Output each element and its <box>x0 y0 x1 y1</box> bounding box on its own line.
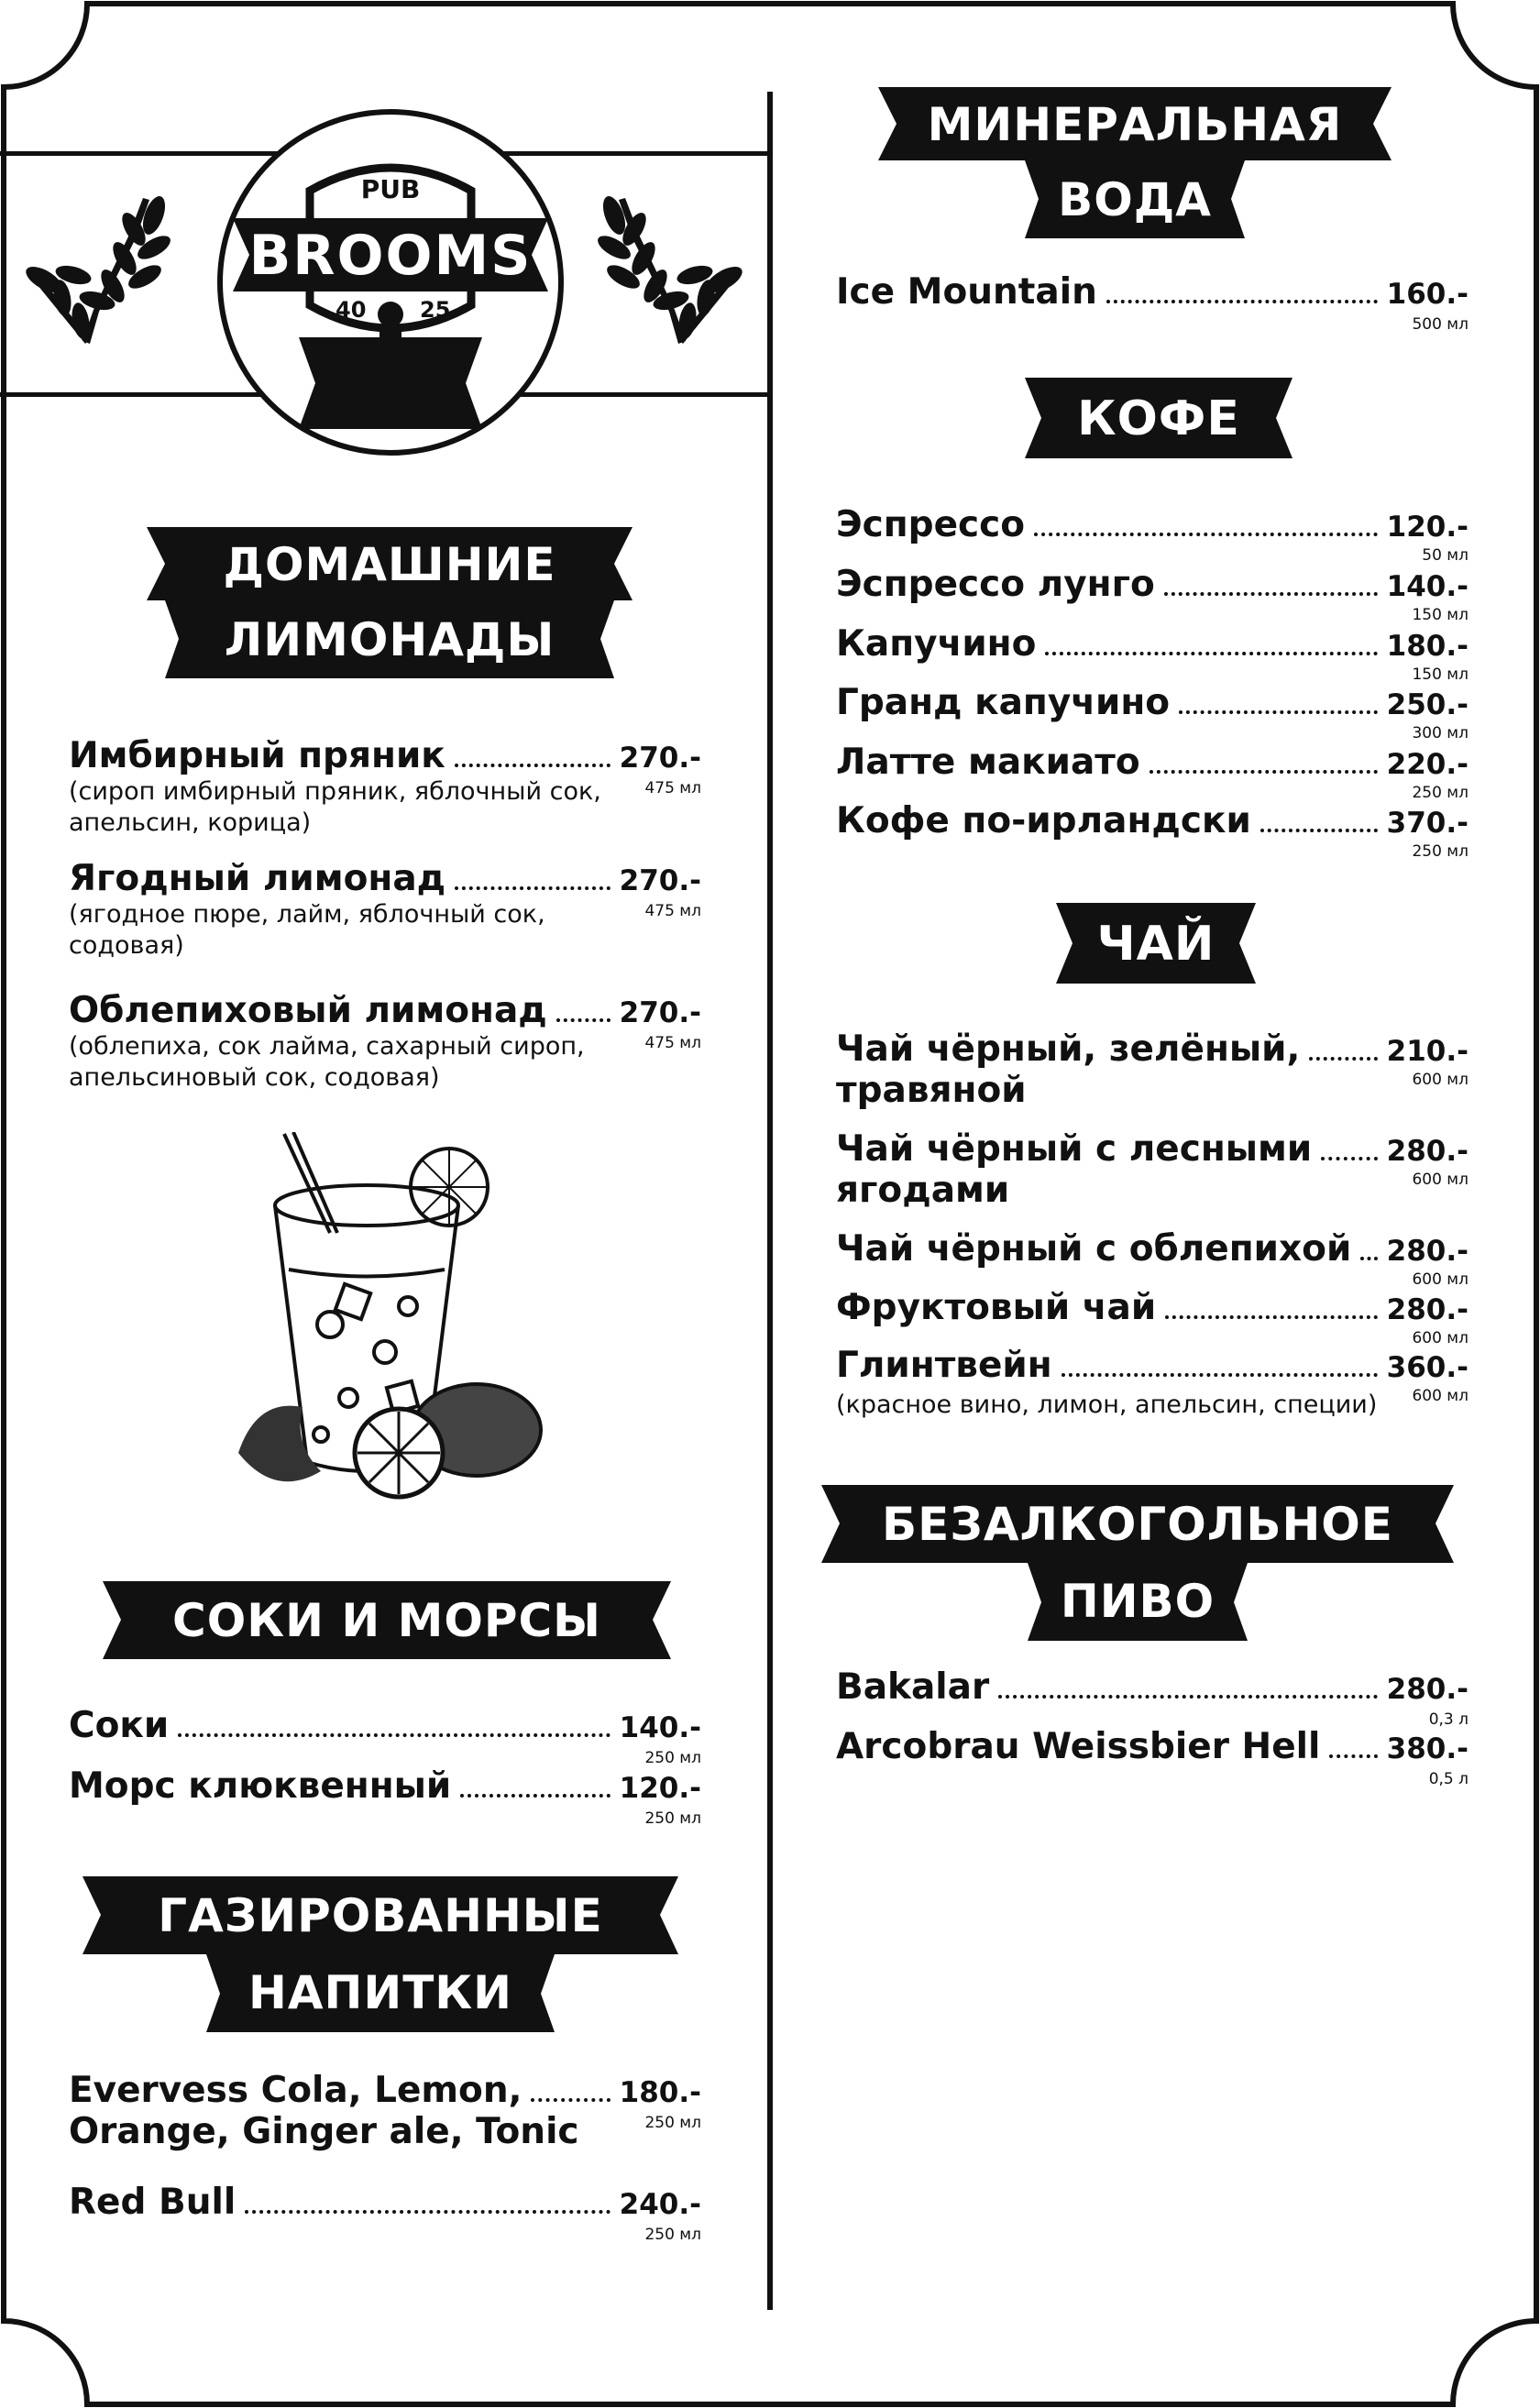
item-volume: 600 мл <box>1412 1071 1468 1089</box>
item-price: 370.- <box>1386 807 1468 840</box>
item-name: Капучино <box>836 623 1037 665</box>
leader-dots <box>1260 829 1378 832</box>
menu-item <box>836 1128 1468 1211</box>
item-volume: 475 мл <box>644 902 701 920</box>
item-volume: 150 мл <box>1412 606 1468 624</box>
item-volume: 250 мл <box>1412 842 1468 861</box>
item-volume: 300 мл <box>1412 724 1468 742</box>
menu-item <box>836 1726 1468 1788</box>
item-volume: 0,3 л <box>1428 1710 1468 1729</box>
menu-item <box>836 1228 1468 1289</box>
menu-item <box>836 1028 1468 1111</box>
leader-dots <box>998 1695 1377 1699</box>
item-name: Морс клюквенный <box>69 1765 452 1807</box>
banner-soda <box>82 1876 678 2032</box>
item-price: 270.- <box>619 742 701 775</box>
item-name: Латте макиато <box>836 742 1140 783</box>
wheat-left-icon <box>26 183 172 367</box>
leader-dots <box>1309 1057 1377 1061</box>
banner-beer-line1: БЕЗАЛКОГОЛЬНОЕ <box>882 1498 1393 1551</box>
banner-water-line1: МИНЕРАЛЬНАЯ <box>927 98 1343 151</box>
item-name: Соки <box>69 1705 170 1746</box>
item-name: Чай чёрный, зелёный, <box>836 1028 1301 1070</box>
menu-item <box>836 1345 1468 1421</box>
item-desc-line2: апельсин, корица) <box>69 808 312 837</box>
menu-item <box>836 564 1468 624</box>
item-name: Arcobrau Weissbier Hell <box>836 1726 1321 1767</box>
item-volume: 250 мл <box>644 1809 701 1828</box>
item-volume: 600 мл <box>1412 1270 1468 1289</box>
item-name: Bakalar <box>836 1666 990 1708</box>
banner-coffee <box>1025 378 1292 458</box>
item-desc-line2: содовая) <box>69 931 184 960</box>
item-name: Чай чёрный с лесными <box>836 1128 1313 1170</box>
leader-dots <box>1165 1315 1377 1319</box>
item-desc-line2: апельсиновый сок, содовая) <box>69 1063 440 1092</box>
menu-item <box>69 858 701 962</box>
item-name: Эспрессо лунго <box>836 564 1155 605</box>
leader-dots <box>455 886 610 890</box>
leader-dots <box>1179 710 1378 714</box>
menu-item <box>69 735 701 839</box>
column-divider <box>767 92 773 2310</box>
item-price: 280.- <box>1386 1673 1468 1706</box>
banner-lemonades-line1: ДОМАШНИЕ <box>223 538 556 591</box>
menu-item <box>836 682 1468 742</box>
leader-dots <box>1150 770 1378 774</box>
item-name: Чай чёрный с облепихой <box>836 1228 1352 1270</box>
item-name: Кофе по-ирландски <box>836 800 1251 841</box>
item-price: 120.- <box>1386 511 1468 544</box>
item-volume: 250 мл <box>644 2114 701 2132</box>
item-desc-line1: (ягодное пюре, лайм, яблочный сок, <box>69 900 545 929</box>
item-price: 120.- <box>619 1772 701 1805</box>
item-volume: 500 мл <box>1412 315 1468 334</box>
menu-item <box>836 623 1468 684</box>
item-volume: 475 мл <box>644 779 701 797</box>
item-price: 180.- <box>1386 630 1468 663</box>
item-name: Ice Mountain <box>836 271 1097 313</box>
banner-beer <box>821 1485 1454 1641</box>
menu-item <box>69 1705 701 1767</box>
item-name: Фруктовый чай <box>836 1287 1157 1328</box>
leader-dots <box>455 764 610 767</box>
item-name: Эспрессо <box>836 504 1026 545</box>
banner-soda-line1: ГАЗИРОВАННЫЕ <box>158 1889 603 1942</box>
item-volume: 600 мл <box>1412 1387 1468 1405</box>
item-volume: 250 мл <box>644 2226 701 2244</box>
leader-dots <box>1360 1257 1377 1260</box>
wheat-right-icon <box>596 183 742 367</box>
item-name: Имбирный пряник <box>69 735 446 776</box>
item-name: Гранд капучино <box>836 682 1171 723</box>
menu-item <box>69 2070 701 2152</box>
banner-beer-line2: ПИВО <box>1060 1575 1216 1628</box>
item-name: Глинтвейн <box>836 1345 1052 1386</box>
item-desc-line1: (облепиха, сок лайма, сахарный сироп, <box>69 1032 585 1061</box>
leader-dots <box>1045 652 1377 655</box>
item-price: 280.- <box>1386 1235 1468 1268</box>
item-volume: 0,5 л <box>1428 1770 1468 1788</box>
menu-item <box>836 742 1468 802</box>
item-name: Evervess Cola, Lemon, <box>69 2070 522 2111</box>
item-volume: 250 мл <box>644 1749 701 1767</box>
leader-dots <box>1106 300 1378 303</box>
menu-item <box>836 800 1468 861</box>
menu-item <box>836 1287 1468 1347</box>
item-volume: 600 мл <box>1412 1171 1468 1189</box>
logo-number-right: 25 <box>420 297 451 323</box>
item-price: 140.- <box>619 1711 701 1744</box>
item-price: 210.- <box>1386 1035 1468 1068</box>
item-volume: 50 мл <box>1422 546 1468 565</box>
logo-pub-text: PUB <box>360 174 421 204</box>
item-name: Облепиховый лимонад <box>69 990 547 1031</box>
item-desc-line1: (красное вино, лимон, апельсин, специи) <box>836 1391 1378 1419</box>
logo-number-left: 40 <box>336 297 367 323</box>
item-volume: 250 мл <box>1412 784 1468 802</box>
menu-item <box>836 271 1468 334</box>
leader-dots <box>460 1794 610 1798</box>
item-volume: 475 мл <box>644 1034 701 1052</box>
item-price: 270.- <box>619 864 701 897</box>
item-price: 160.- <box>1386 278 1468 311</box>
leader-dots <box>1329 1754 1377 1758</box>
menu-item <box>69 2182 701 2244</box>
item-name: Red Bull <box>69 2182 236 2223</box>
item-name-line2: травяной <box>836 1070 1027 1111</box>
leader-dots <box>1062 1373 1378 1377</box>
item-desc-line1: (сироп имбирный пряник, яблочный сок, <box>69 777 601 806</box>
leader-dots <box>1321 1157 1377 1160</box>
banner-lemonades <box>147 527 632 678</box>
lemonade-glass-illustration <box>238 1132 550 1508</box>
banner-soda-line2: НАПИТКИ <box>248 1966 513 2019</box>
menu-item <box>836 1666 1468 1729</box>
item-price: 240.- <box>619 2188 701 2221</box>
item-price: 140.- <box>1386 570 1468 603</box>
item-price: 280.- <box>1386 1135 1468 1168</box>
leader-dots <box>245 2210 610 2214</box>
banner-juices-title: СОКИ И МОРСЫ <box>172 1594 601 1647</box>
banner-water <box>878 87 1392 238</box>
logo-name: BROOMS <box>248 224 533 288</box>
banner-tea <box>1056 903 1256 984</box>
brooms-logo <box>200 108 581 456</box>
leader-dots <box>178 1733 610 1737</box>
menu-item <box>69 1765 701 1828</box>
item-name-line2: ягодами <box>836 1170 1010 1211</box>
item-price: 270.- <box>619 996 701 1029</box>
banner-tea-title: ЧАЙ <box>1096 917 1216 972</box>
menu-item <box>836 504 1468 565</box>
menu-item <box>69 990 701 1094</box>
item-name-line2: Orange, Ginger ale, Tonic <box>69 2111 579 2152</box>
item-price: 360.- <box>1386 1351 1468 1384</box>
banner-coffee-title: КОФЕ <box>1077 391 1240 446</box>
leader-dots <box>531 2098 610 2102</box>
item-price: 280.- <box>1386 1293 1468 1326</box>
leader-dots <box>1034 533 1378 536</box>
item-name: Ягодный лимонад <box>69 858 446 899</box>
item-price: 250.- <box>1386 688 1468 721</box>
item-price: 380.- <box>1386 1732 1468 1765</box>
item-volume: 600 мл <box>1412 1329 1468 1347</box>
leader-dots <box>1164 592 1378 596</box>
item-volume: 150 мл <box>1412 665 1468 684</box>
banner-lemonades-line2: ЛИМОНАДЫ <box>224 613 556 666</box>
leader-dots <box>556 1018 610 1022</box>
item-price: 180.- <box>619 2076 701 2109</box>
banner-juices <box>103 1581 671 1659</box>
banner-water-line2: ВОДА <box>1058 173 1212 226</box>
item-price: 220.- <box>1386 748 1468 781</box>
